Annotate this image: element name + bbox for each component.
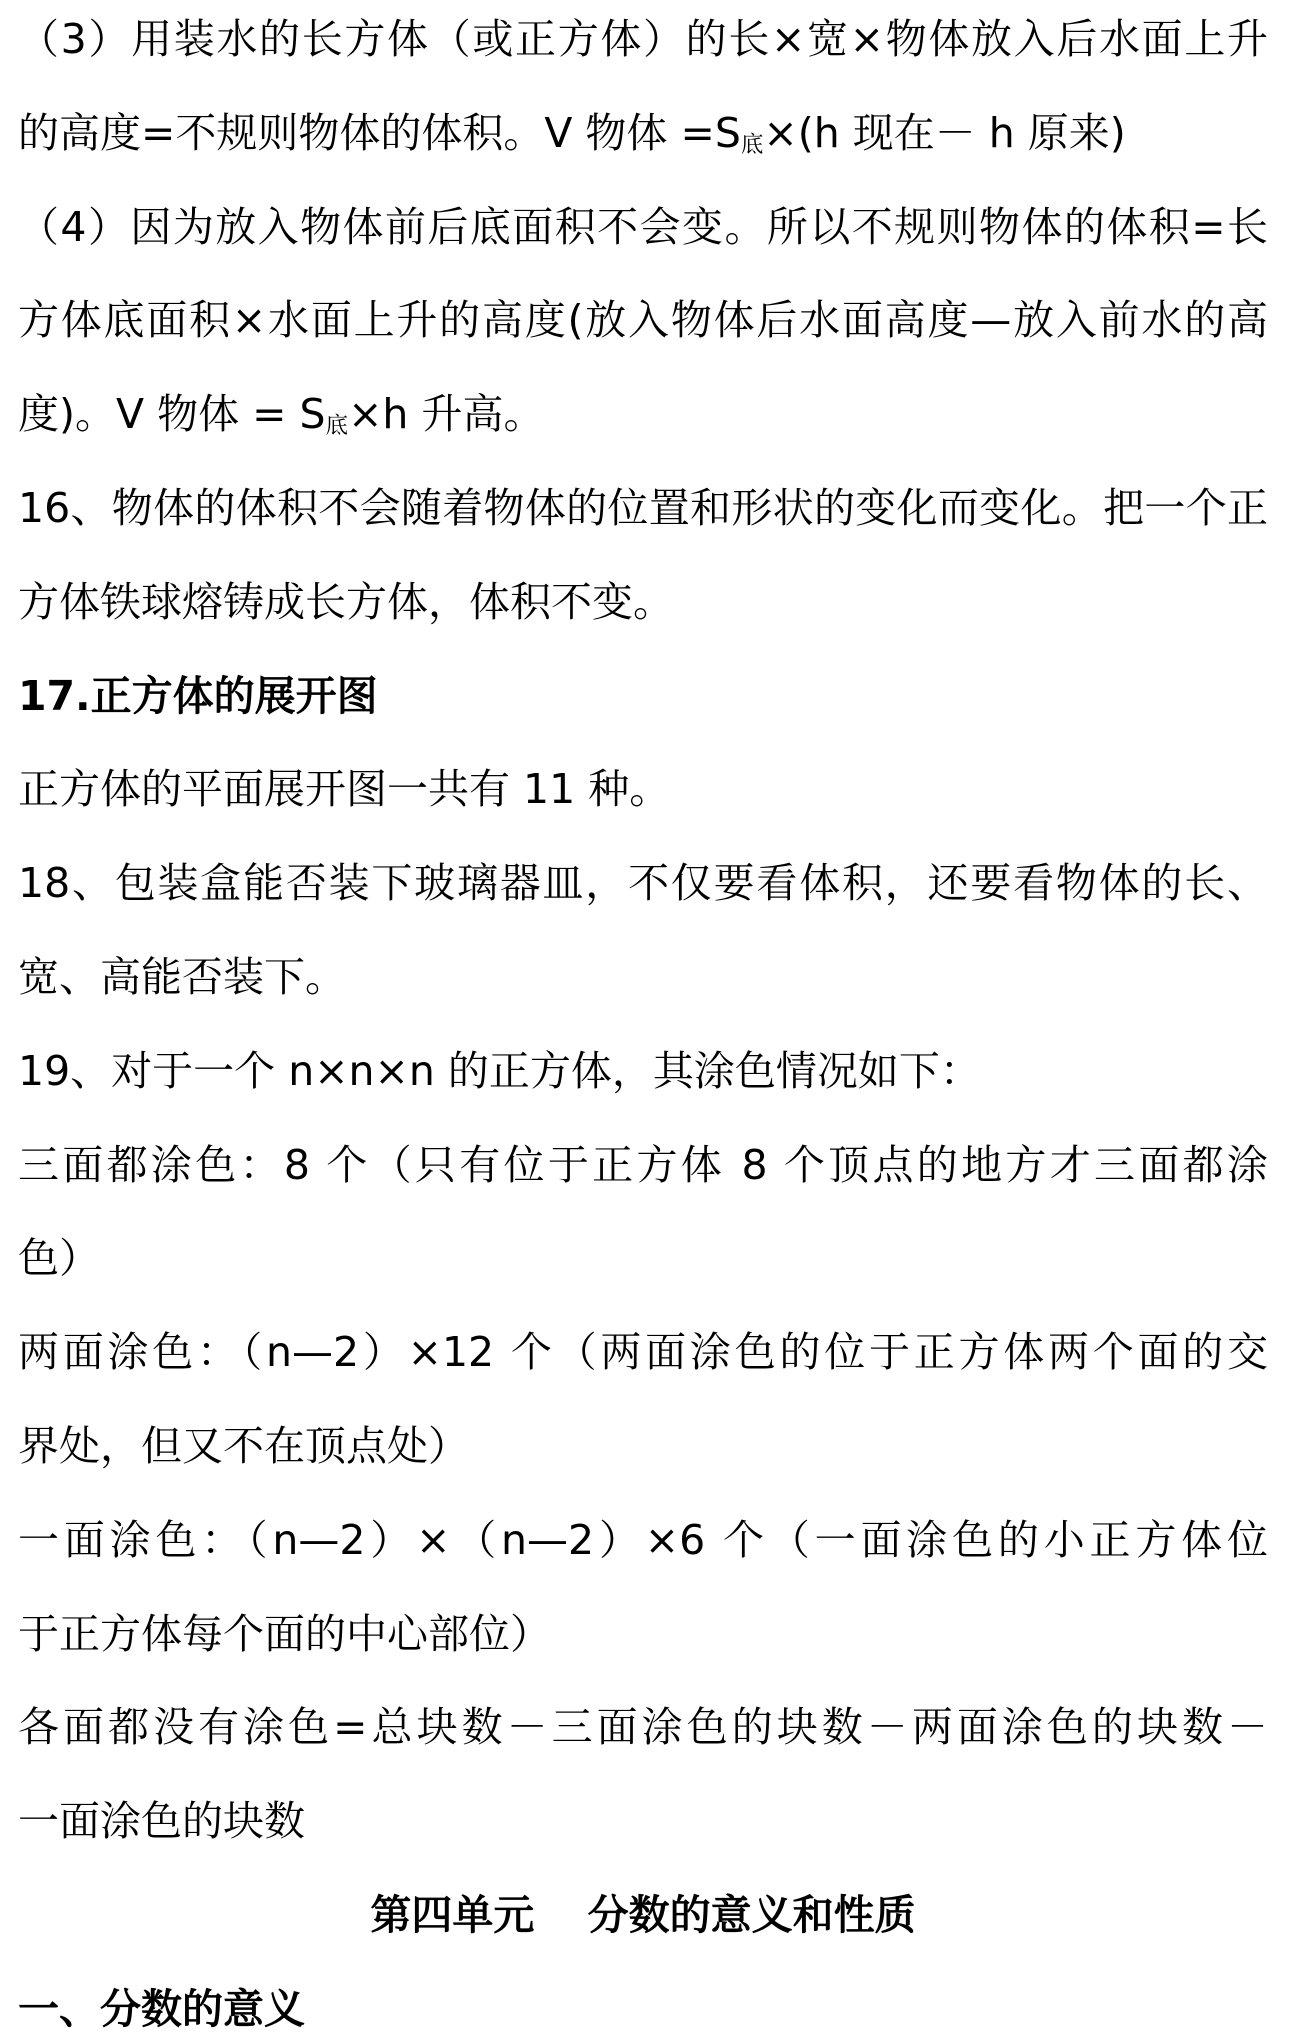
formula-text: 度)。V 物体 = S [18, 390, 326, 439]
unit-title [18, 1876, 1268, 1970]
formula-subscript: 底 [740, 131, 764, 158]
point-17-heading: 17.正方体的展开图 [18, 671, 378, 720]
formula-rest: ×(h 现在－ h 原来) [763, 108, 1126, 157]
method-4-line-1: （4）因为放入物体前后底面积不会变。所以不规则物体的体积=长 [18, 202, 1268, 251]
point-19-intro: 19、对于一个 n×n×n 的正方体，其涂色情况如下： [18, 1046, 981, 1095]
method-3-formula [18, 94, 1268, 188]
unit-label: 第四单元 [370, 1890, 535, 1939]
no-face-line-2: 一面涂色的块数 [18, 1797, 305, 1846]
one-face-line-1: 一面涂色：（n—2）×（n—2）×6 个（一面涂色的小正方体位 [18, 1515, 1268, 1564]
point-16-line-2: 方体铁球熔铸成长方体，体积不变。 [18, 577, 674, 626]
unit-name: 分数的意义和性质 [587, 1890, 916, 1939]
three-faces-line-1: 三面都涂色：8 个（只有位于正方体 8 个顶点的地方才三面都涂 [18, 1140, 1268, 1189]
formula-subscript: 底 [325, 413, 349, 440]
point-17-text: 正方体的平面展开图一共有 11 种。 [18, 765, 671, 814]
method-3-line-1: （3）用装水的长方体（或正方体）的长×宽×物体放入后水面上升 [18, 15, 1268, 63]
two-faces-line-2: 界处，但又不在顶点处） [18, 1421, 469, 1470]
formula-text: 的高度=不规则物体的体积。V 物体 =S [18, 108, 741, 157]
method-4-line-2: 方体底面积×水面上升的高度(放入物体后水面高度—放入前水的高 [18, 296, 1268, 345]
one-face-line-2: 于正方体每个面的中心部位） [18, 1609, 551, 1658]
point-18-line-1: 18、包装盒能否装下玻璃器皿，不仅要看体积，还要看物体的长、 [18, 859, 1268, 908]
section-1-heading: 一、分数的意义 [18, 1984, 305, 2033]
two-faces-line-1: 两面涂色：（n—2）×12 个（两面涂色的位于正方体两个面的交 [18, 1328, 1268, 1377]
point-18-line-2: 宽、高能否装下。 [18, 952, 346, 1001]
formula-rest: ×h 升高。 [348, 390, 545, 439]
no-face-line-1: 各面都没有涂色=总块数－三面涂色的块数－两面涂色的块数－ [18, 1703, 1268, 1752]
three-faces-line-2: 色） [18, 1234, 100, 1283]
point-16-line-1: 16、物体的体积不会随着物体的位置和形状的变化而变化。把一个正 [18, 483, 1268, 532]
method-4-formula [18, 375, 1268, 469]
